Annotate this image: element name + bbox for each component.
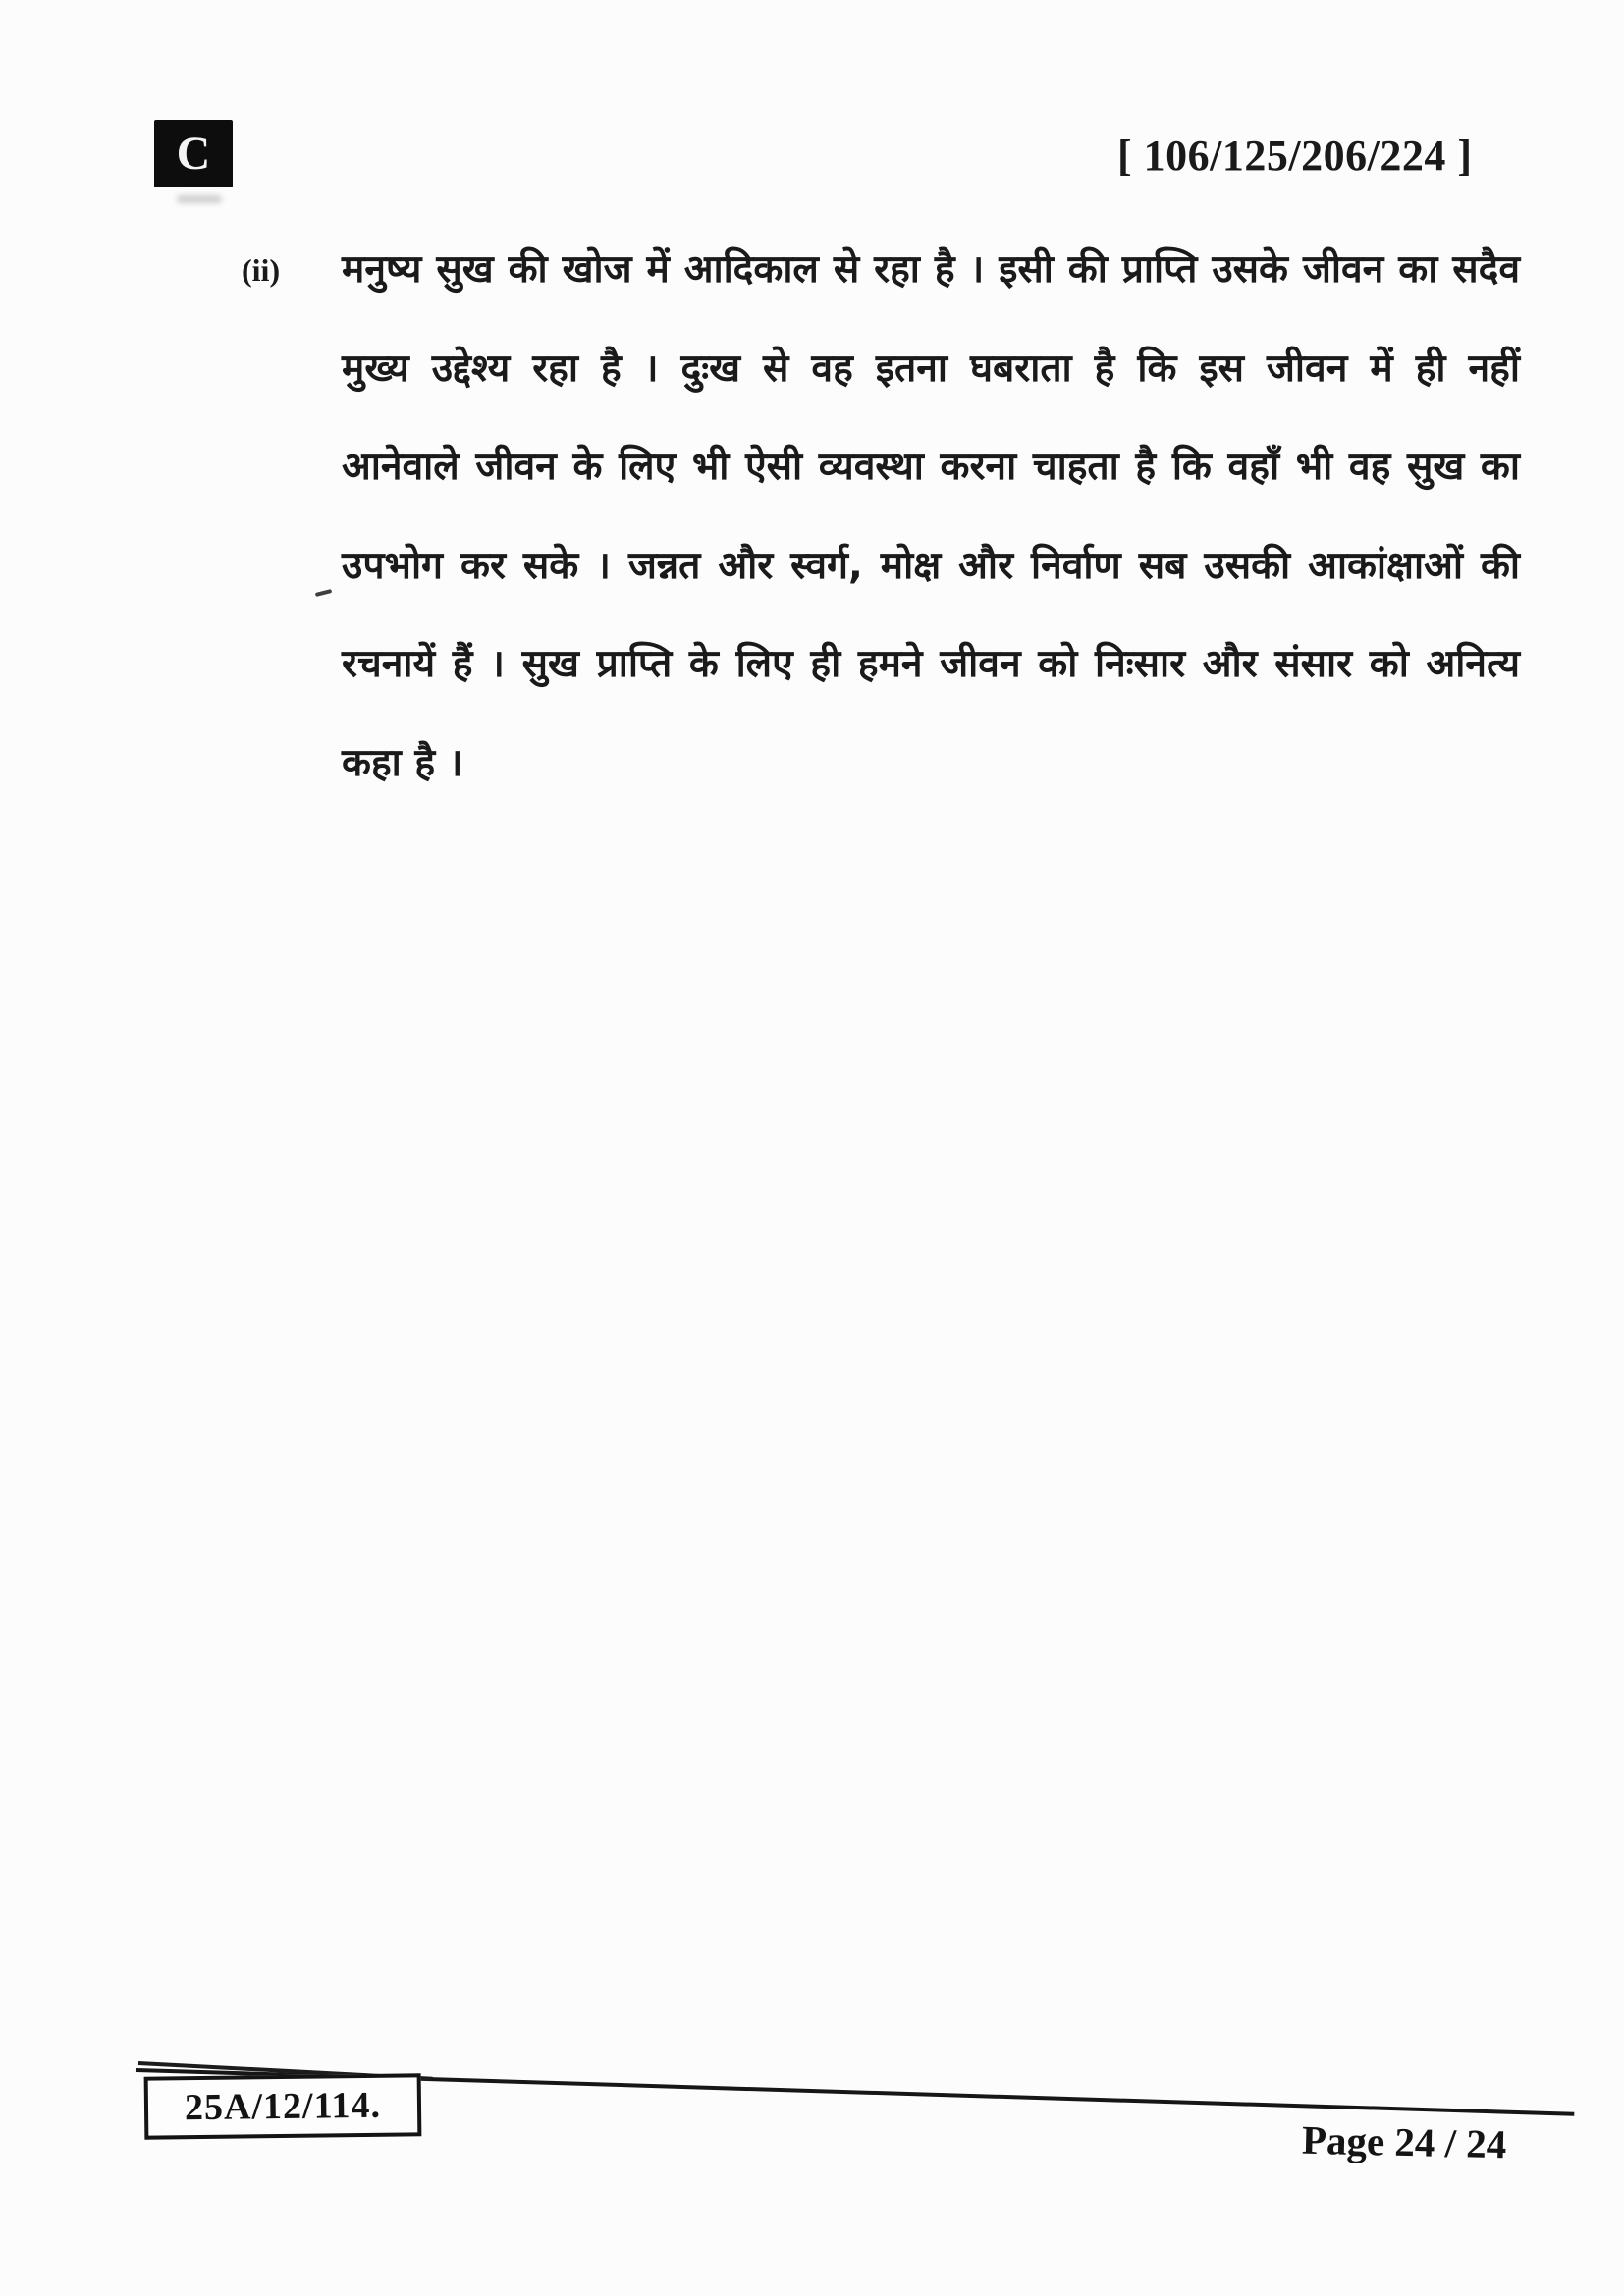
section-badge bbox=[154, 120, 233, 187]
passage-line: रचनायें हैं । सुख प्राप्ति के लिए ही हमने जीवन को निःसार और संसार को अनित्य bbox=[342, 642, 1520, 686]
booklet-code: 25A/12/114. bbox=[184, 2084, 382, 2129]
question-item-label: (ii) bbox=[242, 252, 281, 288]
passage-line: उपभोग कर सके । जन्नत और स्वर्ग, मोक्ष और निर्वाण सब उसकी आकांक्षाओं की bbox=[342, 543, 1520, 588]
paper-code-header: [ 106/125/206/224 ] bbox=[1117, 132, 1473, 180]
passage-line: मनुष्य सुख की खोज में आदिकाल से रहा है । इसी की प्राप्ति उसके जीवन का सदैव bbox=[342, 247, 1520, 292]
passage-line: मुख्य उद्देश्य रहा है । दुःख से वह इतना घबराता है कि इस जीवन में ही नहीं bbox=[342, 346, 1520, 391]
passage-line: कहा है । bbox=[342, 740, 463, 785]
page-number: Page 24 / 24 bbox=[1301, 2116, 1507, 2167]
hindi-passage bbox=[342, 221, 1520, 813]
booklet-code-box bbox=[144, 2073, 422, 2139]
section-badge-letter: C bbox=[176, 128, 211, 180]
stray-pen-mark bbox=[315, 589, 332, 597]
scan-smudge bbox=[177, 195, 222, 203]
passage-line: आनेवाले जीवन के लिए भी ऐसी व्यवस्था करना चाहता है कि वहाँ भी वह सुख का bbox=[342, 445, 1520, 489]
